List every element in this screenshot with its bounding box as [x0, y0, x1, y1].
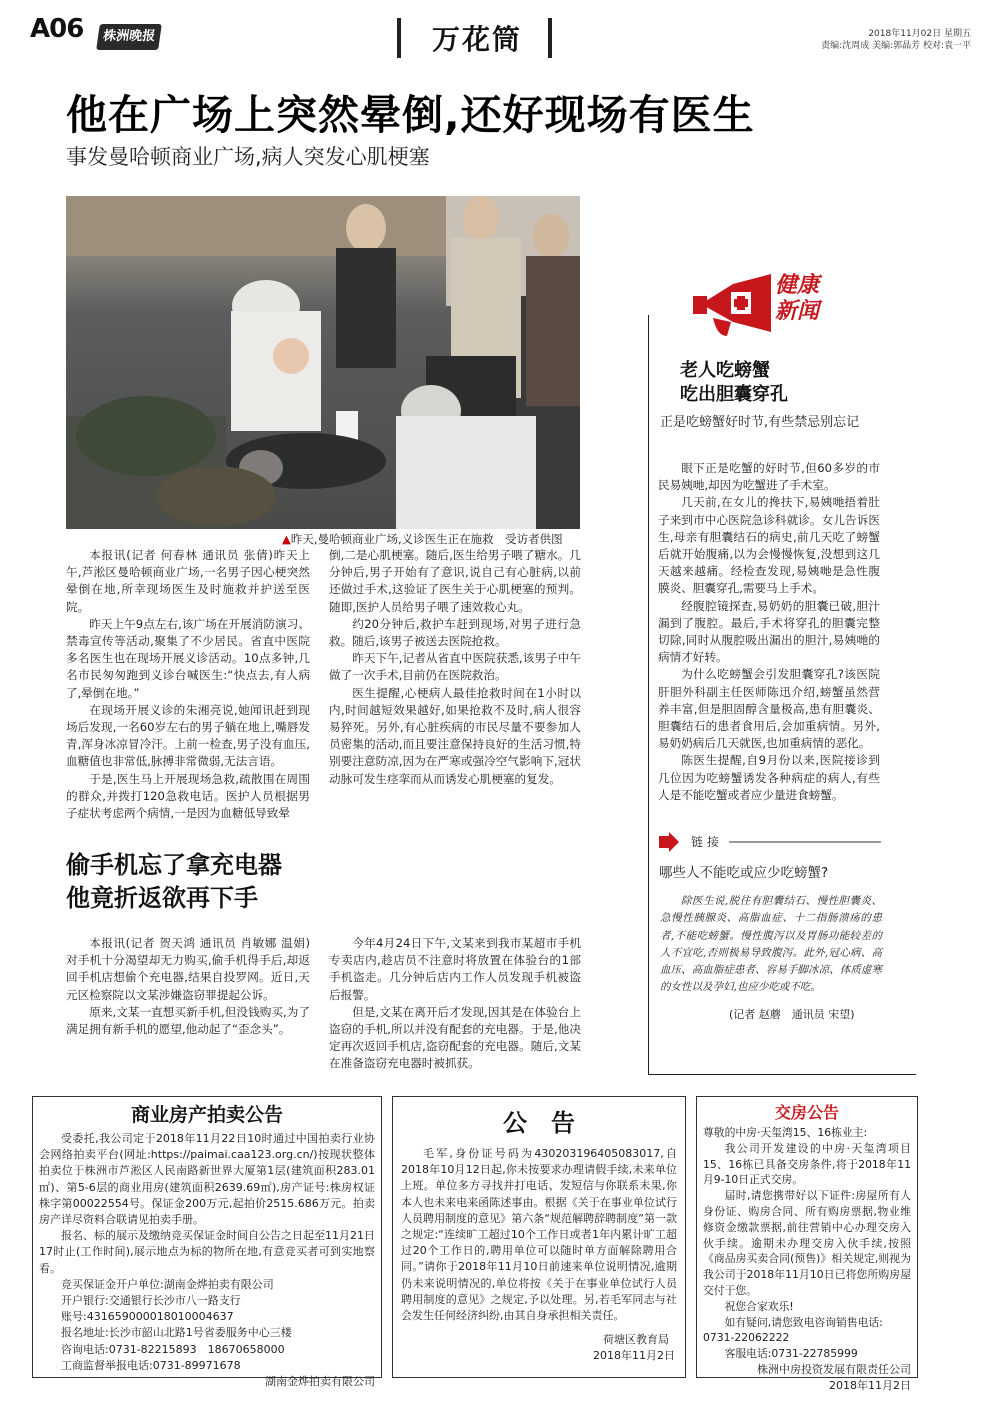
paragraph: 报名、标的展示及缴纳竞买保证金时间自公告之日起至11月21日17时止(工作时间),展示地点为标的物所在地,有意竞买者可到实地察看。: [39, 1229, 375, 1275]
photo-caption: [282, 531, 563, 547]
notice-line: 竞买保证金开户单位:湖南金烨拍卖有限公司: [61, 1277, 274, 1291]
page-number: A06: [30, 14, 84, 44]
caption-marker: ▲: [282, 532, 291, 546]
auction-signature: 湖南金烨拍卖有限公司: [265, 1375, 375, 1389]
main-headline: 他在广场上突然晕倒,还好现场有医生: [66, 91, 755, 139]
auction-notice-box: [32, 1096, 382, 1389]
public-notice-signature: 荷塘区教育局: [603, 1333, 669, 1347]
story2-headline: [66, 848, 282, 914]
health-headline-line1: 老人吃螃蟹: [680, 360, 770, 381]
public-notice-title: 公 告: [503, 1108, 575, 1137]
header-meta: [821, 28, 971, 52]
auction-notice-title: 商业房产拍卖公告: [130, 1104, 283, 1126]
section-divider-right: [548, 18, 552, 58]
paragraph: 倒,二是心肌梗塞。随后,医生给男子喂了糖水。几分钟后,男子开始有了意识,说自己有心脏病,以前还做过手术,这验证了医生关于心肌梗塞的预判。随即,医护人员给男子喂了速效救心丸。: [329, 548, 581, 614]
handover-signature: 株洲中房投资发展有限责任公司: [757, 1362, 911, 1376]
paragraph: 在现场开展义诊的朱湘亮说,她闻讯赶到现场后发现,一名60岁左右的男子躺在地上,嘴唇发青,浑身冰凉冒冷汗。上前一检查,男子没有血压,血糖值也非常低,脉搏非常微弱,无法言语。: [66, 702, 310, 769]
link-label: 链 接: [691, 835, 719, 849]
public-notice-date: 2018年11月2日: [593, 1349, 675, 1363]
notice-line: 报名地址:长沙市韶山北路1号省委服务中心三楼: [61, 1326, 292, 1340]
paragraph: 本报讯(记者 何春林 通讯员 张倩)昨天上午,芦淞区曼哈顿商业广场,一名男子因心梗突然晕倒在地,所幸现场医生及时施救并护送至医院。: [66, 548, 310, 614]
public-notice-box: [392, 1096, 686, 1378]
health-body: [658, 460, 880, 804]
newspaper-logo: 株洲晚报: [96, 24, 162, 50]
paragraph: 受委托,我公司定于2018年11月22日10时通过中国拍卖行业协会网络拍卖平台(网址:https://paimai.caa123.org.cn/)按现状整体拍卖位于株洲市芦淞区人民南路新世界大厦第1层(建筑面积283.01㎡)、第5-6层的商业用房(建筑面积2639.69㎡),房产证号:株房权证株字第00022554号。保证金200万元,起拍价2515.686万元。拍卖房产详尽资料合联请见拍卖手册。: [39, 1132, 375, 1227]
paragraph: 为什么吃螃蟹会引发胆囊穿孔?该医院肝胆外科副主任医师陈迅介绍,螃蟹虽然营养丰富,但是胆固醇含量极高,患有胆囊炎、胆囊结石的患者食用后,会加重病情。另外,易奶奶病后几天就医,也加重病情的恶化。: [658, 667, 880, 751]
editor-credits: 责编:沈周成 美编:郭晶芳 校对:袁一平: [821, 41, 971, 51]
section-divider-left: [397, 18, 401, 58]
section-title: 万花筒: [432, 23, 523, 56]
link-label-bar: [659, 832, 881, 852]
notice-line: 开户银行:交通银行长沙市八一路支行: [61, 1294, 241, 1308]
paragraph: 经腹腔镜探查,易奶奶的胆囊已破,胆汁漏到了腹腔。最后,手术将穿孔的胆囊完整切除,同时从腹腔吸出漏出的胆汁,易姨哋的病情才好转。: [658, 598, 880, 665]
link-author: (记者 赵蘑 通讯员 宋望): [729, 1008, 855, 1021]
story2-column-2: [329, 935, 581, 1073]
notice-line: 咨询电话:0731-82215893 18670658000: [61, 1342, 285, 1356]
photo-caption-text: 昨天,曼哈顿商业广场,义诊医生正在施救 受访者供图: [290, 532, 563, 546]
paragraph: 本报讯(记者 贺天鸿 通讯员 肖敏娜 温娟)对手机十分渴望却无力购买,偷手机得手后,却返回手机店想偷个充电器,结果自投罗网。近日,天元区检察院以文某涉嫌盗窃罪提起公诉。: [66, 936, 310, 1002]
main-story-column-1: [66, 547, 310, 822]
paragraph: 陈医生提醒,自9月份以来,医院接诊到几位因为吃螃蟹诱发各种病症的病人,有些人是不能吃蟹或者应少量进食螃蟹。: [658, 753, 880, 802]
issue-date: 2018年11月02日 星期五: [868, 29, 971, 39]
paragraph: 我公司开发建设的中房·天玺湾项目15、16栋已具备交房条件,将于2018年11月9-10日正式交房。: [703, 1141, 911, 1187]
health-logo-line2: 新闻: [775, 298, 820, 324]
sales-phone: 0731-22062222: [703, 1331, 790, 1345]
notice-line: 工商监督举报电话:0731-89971678: [61, 1358, 241, 1372]
paragraph: 眼下正是吃蟹的好时节,但60多岁的市民易姨哋,却因为吃蟹进了手术室。: [658, 461, 880, 493]
paragraph: 约20分钟后,救护车赶到现场,对男子进行急救。随后,该男子被送去医院抢救。: [329, 616, 581, 649]
health-subheadline: 正是吃螃蟹好时节,有些禁忌别忘记: [660, 415, 860, 430]
paragraph: 但是,文某在离开后才发现,因其是在体验台上盗窃的手机,所以并没有配套的充电器。于是,他决定再次返回手机店,盗窃配套的充电器。随后,文某在准备盗窃充电器时被抓获。: [329, 1004, 581, 1071]
paragraph: 昨天上午9点左右,该广场在开展消防演习、禁毒宣传等活动,聚集了不少居民。省直中医院多名医生也在现场开展义诊活动。10点多钟,几名市民匆匆跑到义诊台喊医生:“快点去,有人病了,晕倒在地。”: [66, 616, 310, 700]
handover-notice-box: [696, 1096, 918, 1392]
story2-column-1: [66, 935, 310, 1038]
greeting: 尊敬的中房·天玺湾15、16栋业主:: [703, 1126, 868, 1139]
paragraph: 届时,请您携带好以下证件:房屋所有人身份证、购房合同、所有购房票据,物业维修资金缴款票据,前往营销中心办理交房入伙手续。逾期未办理交房入伙手续,按照《商品房买卖合同(预售)》相关规定,则视为我公司于2018年11月10日已将您所购房屋交付于您。: [703, 1189, 911, 1297]
link-body: 除医生说,脱往有胆囊结石、慢性胆囊炎、急慢性胰腺炎、高脂血症、十二指肠溃疡的患者,不能吃螃蟹。慢性腹泻以及胃肠功能较差的人不宜吃,否则极易导致腹泻。此外,冠心病、高血压、高血脂症患者、容易手脚冰凉、体质虚寒的女性以及孕妇,也应少吃或不吃。: [660, 895, 882, 994]
public-notice-body: 毛军,身份证号码为430203196405083017,自2018年10月12日起,你未按要求办理请假手续,未来单位上班。单位多方寻找并打电话、发短信与你联系未果,你本人也未来电来函陈述事由。根据《关于在事业单位试行人员聘用制度的意见》第六条“规范解聘辞聘制度”第一款之规定:“连续旷工超过10个工作日或者1年内累计旷工超过20个工作日的,聘用单位可以随时单方面解除聘用合同。”请你于2018年11月10日前速来单位说明情况,逾期仍未来说明情况的,单位将按《关于在事业单位试行人员聘用制度的意见》之规定,予以处理。另,若毛军同志与社会发生任何经济纠纷,由其自身承担相关责任。: [401, 1147, 677, 1323]
handover-notice-title: 交房公告: [774, 1103, 839, 1122]
paragraph: 今年4月24日下午,文某来到我市某超市手机专卖店内,趁店员不注意时将放置在体验台的1部手机盗走。几分钟后店内工作人员发现手机被盗后报警。: [329, 936, 581, 1002]
news-photo-scene: [66, 196, 580, 529]
main-subheadline: 事发曼哈顿商业广场,病人突发心肌梗塞: [66, 145, 430, 169]
main-story-column-2: [329, 547, 581, 788]
story2-headline-line1: 偷手机忘了拿充电器: [66, 850, 282, 879]
news-photo: [66, 196, 580, 529]
health-logo-line1: 健康: [775, 272, 820, 298]
paragraph: 医生提醒,心梗病人最佳抢救时间在1小时以内,时间越短效果越好,如果抢救不及时,病人很容易猝死。另外,有心脏疾病的市民尽量不要参加人员密集的活动,而且要注意保持良好的生活习惯,特别要注意防凉,因为在严寒或强冷空气影响下,冠状动脉可发生痉挛而从而诱发心肌梗塞的复发。: [329, 685, 581, 786]
paragraph: 于是,医生马上开展现场急救,疏散围在周围的群众,并拨打120急救电话。医护人员根据男子症状考虑两个病情,一是因为血糖低导致晕: [66, 771, 310, 821]
paragraph: 如有疑问,请您致电咨询销售电话:: [724, 1315, 883, 1329]
paragraph: 原来,文某一直想买新手机,但没钱购买,为了满足拥有新手机的愿望,他动起了“歪念头”。: [66, 1004, 310, 1037]
link-question: 哪些人不能吃或应少吃螃蟹?: [659, 865, 829, 881]
service-phone: 客服电话:0731-22785999: [724, 1347, 858, 1361]
health-news-logo: [693, 270, 893, 340]
handover-date: 2018年11月2日: [829, 1378, 911, 1392]
story2-headline-line2: 他竟折返欲再下手: [66, 883, 258, 912]
paragraph: 几天前,在女儿的搀扶下,易姨哋捂着肚子来到市中心医院急诊科就诊。女儿告诉医生,母亲有胆囊结石的病史,前几天吃了螃蟹后就开始腹痛,以为会慢慢恢复,没想到这几天越来越痛。经检查发现,易姨哋是急性腹膜炎、胆囊穿孔,需要马上手术。: [658, 495, 880, 596]
health-headline-line2: 吃出胆囊穿孔: [680, 384, 788, 405]
paragraph: 祝您合家欢乐!: [724, 1299, 794, 1313]
health-headline: [680, 359, 788, 407]
paragraph: 昨天下午,记者从省直中医院获悉,该男子中午做了一次手术,目前仍在医院救治。: [329, 651, 581, 683]
notice-line: 账号:431659000018010004637: [61, 1310, 234, 1324]
